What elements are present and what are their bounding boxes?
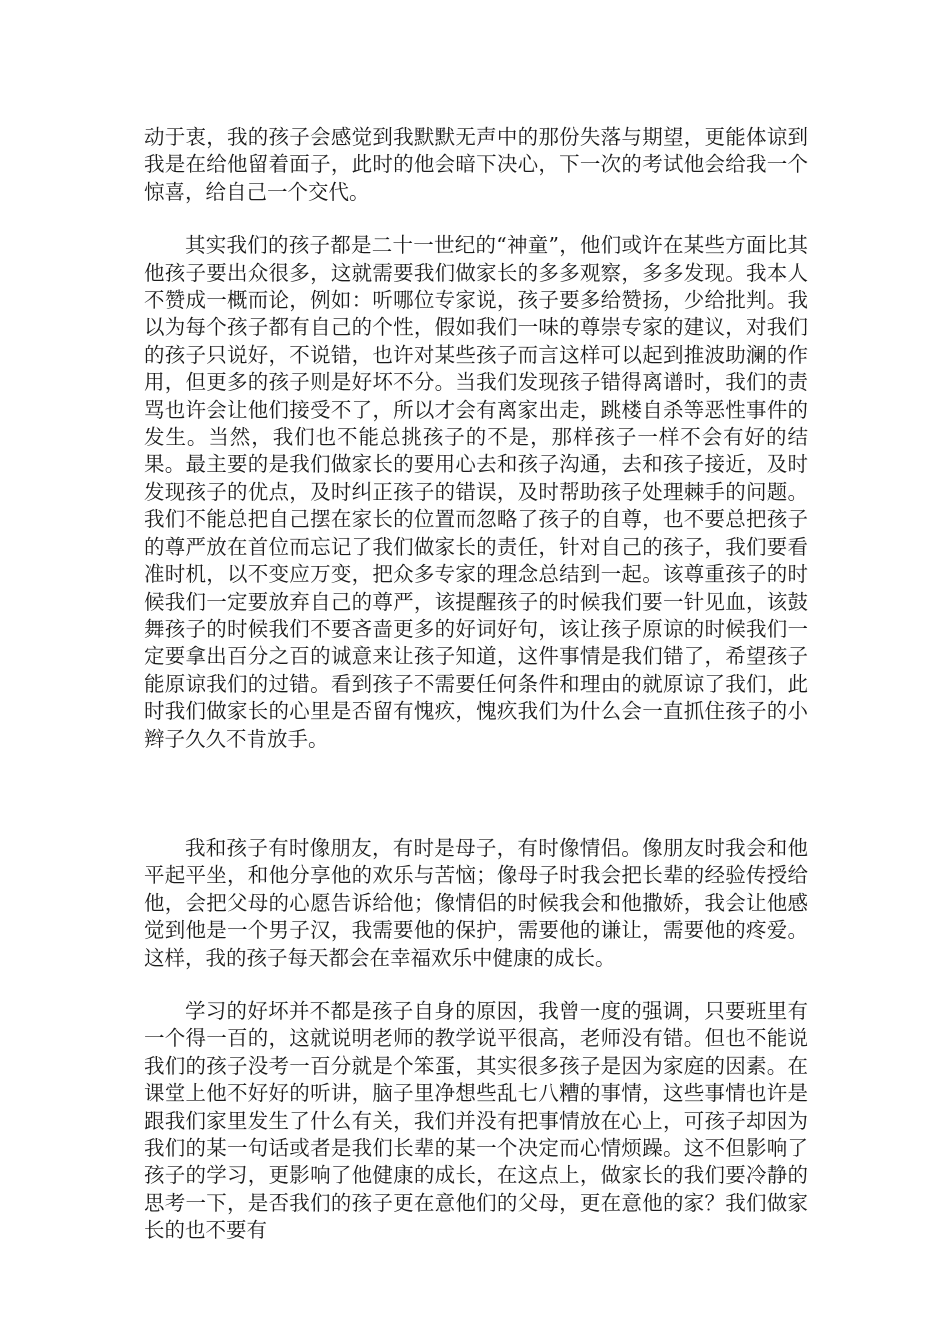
paragraph-3: 我和孩子有时像朋友，有时是母子，有时像情侣。像朋友时我会和他平起平坐，和他分享他的欢乐与苦恼；像母子时我会把长辈的经验传授给他，会把父母的心愿告诉给他；像情侣的时候我会和他撒娇，我会让他感觉到他是一个男子汉，我需要他的保护，需要他的谦让，需要他的疼爱。这样，我的孩子每天都会在幸福欢乐中健康的成长。 — [144, 835, 808, 970]
document-page — [144, 124, 808, 1245]
paragraph-spacer — [144, 972, 808, 998]
section-spacer — [144, 753, 808, 835]
paragraph-4: 学习的好坏并不都是孩子自身的原因，我曾一度的强调，只要班里有一个得一百的，这就说明老师的教学说平很高，老师没有错。但也不能说我们的孩子没考一百分就是个笨蛋，其实很多孩子是因为家庭的因素。在课堂上他不好好的听讲，脑子里净想些乱七八糟的事情，这些事情也许是跟我们家里发生了什么有关，我们并没有把事情放在心上，可孩子却因为我们的某一句话或者是我们长辈的某一个决定而心情烦躁。这不但影响了孩子的学习，更影响了他健康的成长，在这点上，做家长的我们要冷静的思考一下，是否我们的孩子更在意他们的父母，更在意他的家？我们做家长的也不要有 — [144, 998, 808, 1243]
paragraph-2: 其实我们的孩子都是二十一世纪的“神童”，他们或许在某些方面比其他孩子要出众很多，这就需要我们做家长的多多观察，多多发现。我本人不赞成一概而论，例如：听哪位专家说，孩子要多给赞扬，少给批判。我以为每个孩子都有自己的个性，假如我们一味的尊崇专家的建议，对我们的孩子只说好，不说错，也许对某些孩子而言这样可以起到推波助澜的作用，但更多的孩子则是好坏不分。当我们发现孩子错得离谱时，我们的责骂也许会让他们接受不了，所以才会有离家出走，跳楼自杀等恶性事件的发生。当然，我们也不能总挑孩子的不是，那样孩子一样不会有好的结果。最主要的是我们做家长的要用心去和孩子沟通，去和孩子接近，及时发现孩子的优点，及时纠正孩子的错误，及时帮助孩子处理棘手的问题。我们不能总把自己摆在家长的位置而忽略了孩子的自尊，也不要总把孩子的尊严放在首位而忘记了我们做家长的责任，针对自己的孩子，我们要看准时机，以不变应万变，把众多专家的理念总结到一起。该尊重孩子的时候我们一定要放弃自己的尊严，该提醒孩子的时候我们要一针见血，该鼓舞孩子的时候我们不要吝啬更多的好词好句，该让孩子原谅的时候我们一定要拿出百分之百的诚意来让孩子知道，这件事情是我们错了，希望孩子能原谅我们的过错。看到孩子不需要任何条件和理由的就原谅了我们，此时我们做家长的心里是否留有愧疚，愧疚我们为什么会一直抓住孩子的小辫子久久不肯放手。 — [144, 233, 808, 751]
paragraph-spacer — [144, 206, 808, 232]
paragraph-1: 动于衷，我的孩子会感觉到我默默无声中的那份失落与期望，更能体谅到我是在给他留着面子，此时的他会暗下决心，下一次的考试他会给我一个惊喜，给自己一个交代。 — [144, 125, 808, 204]
